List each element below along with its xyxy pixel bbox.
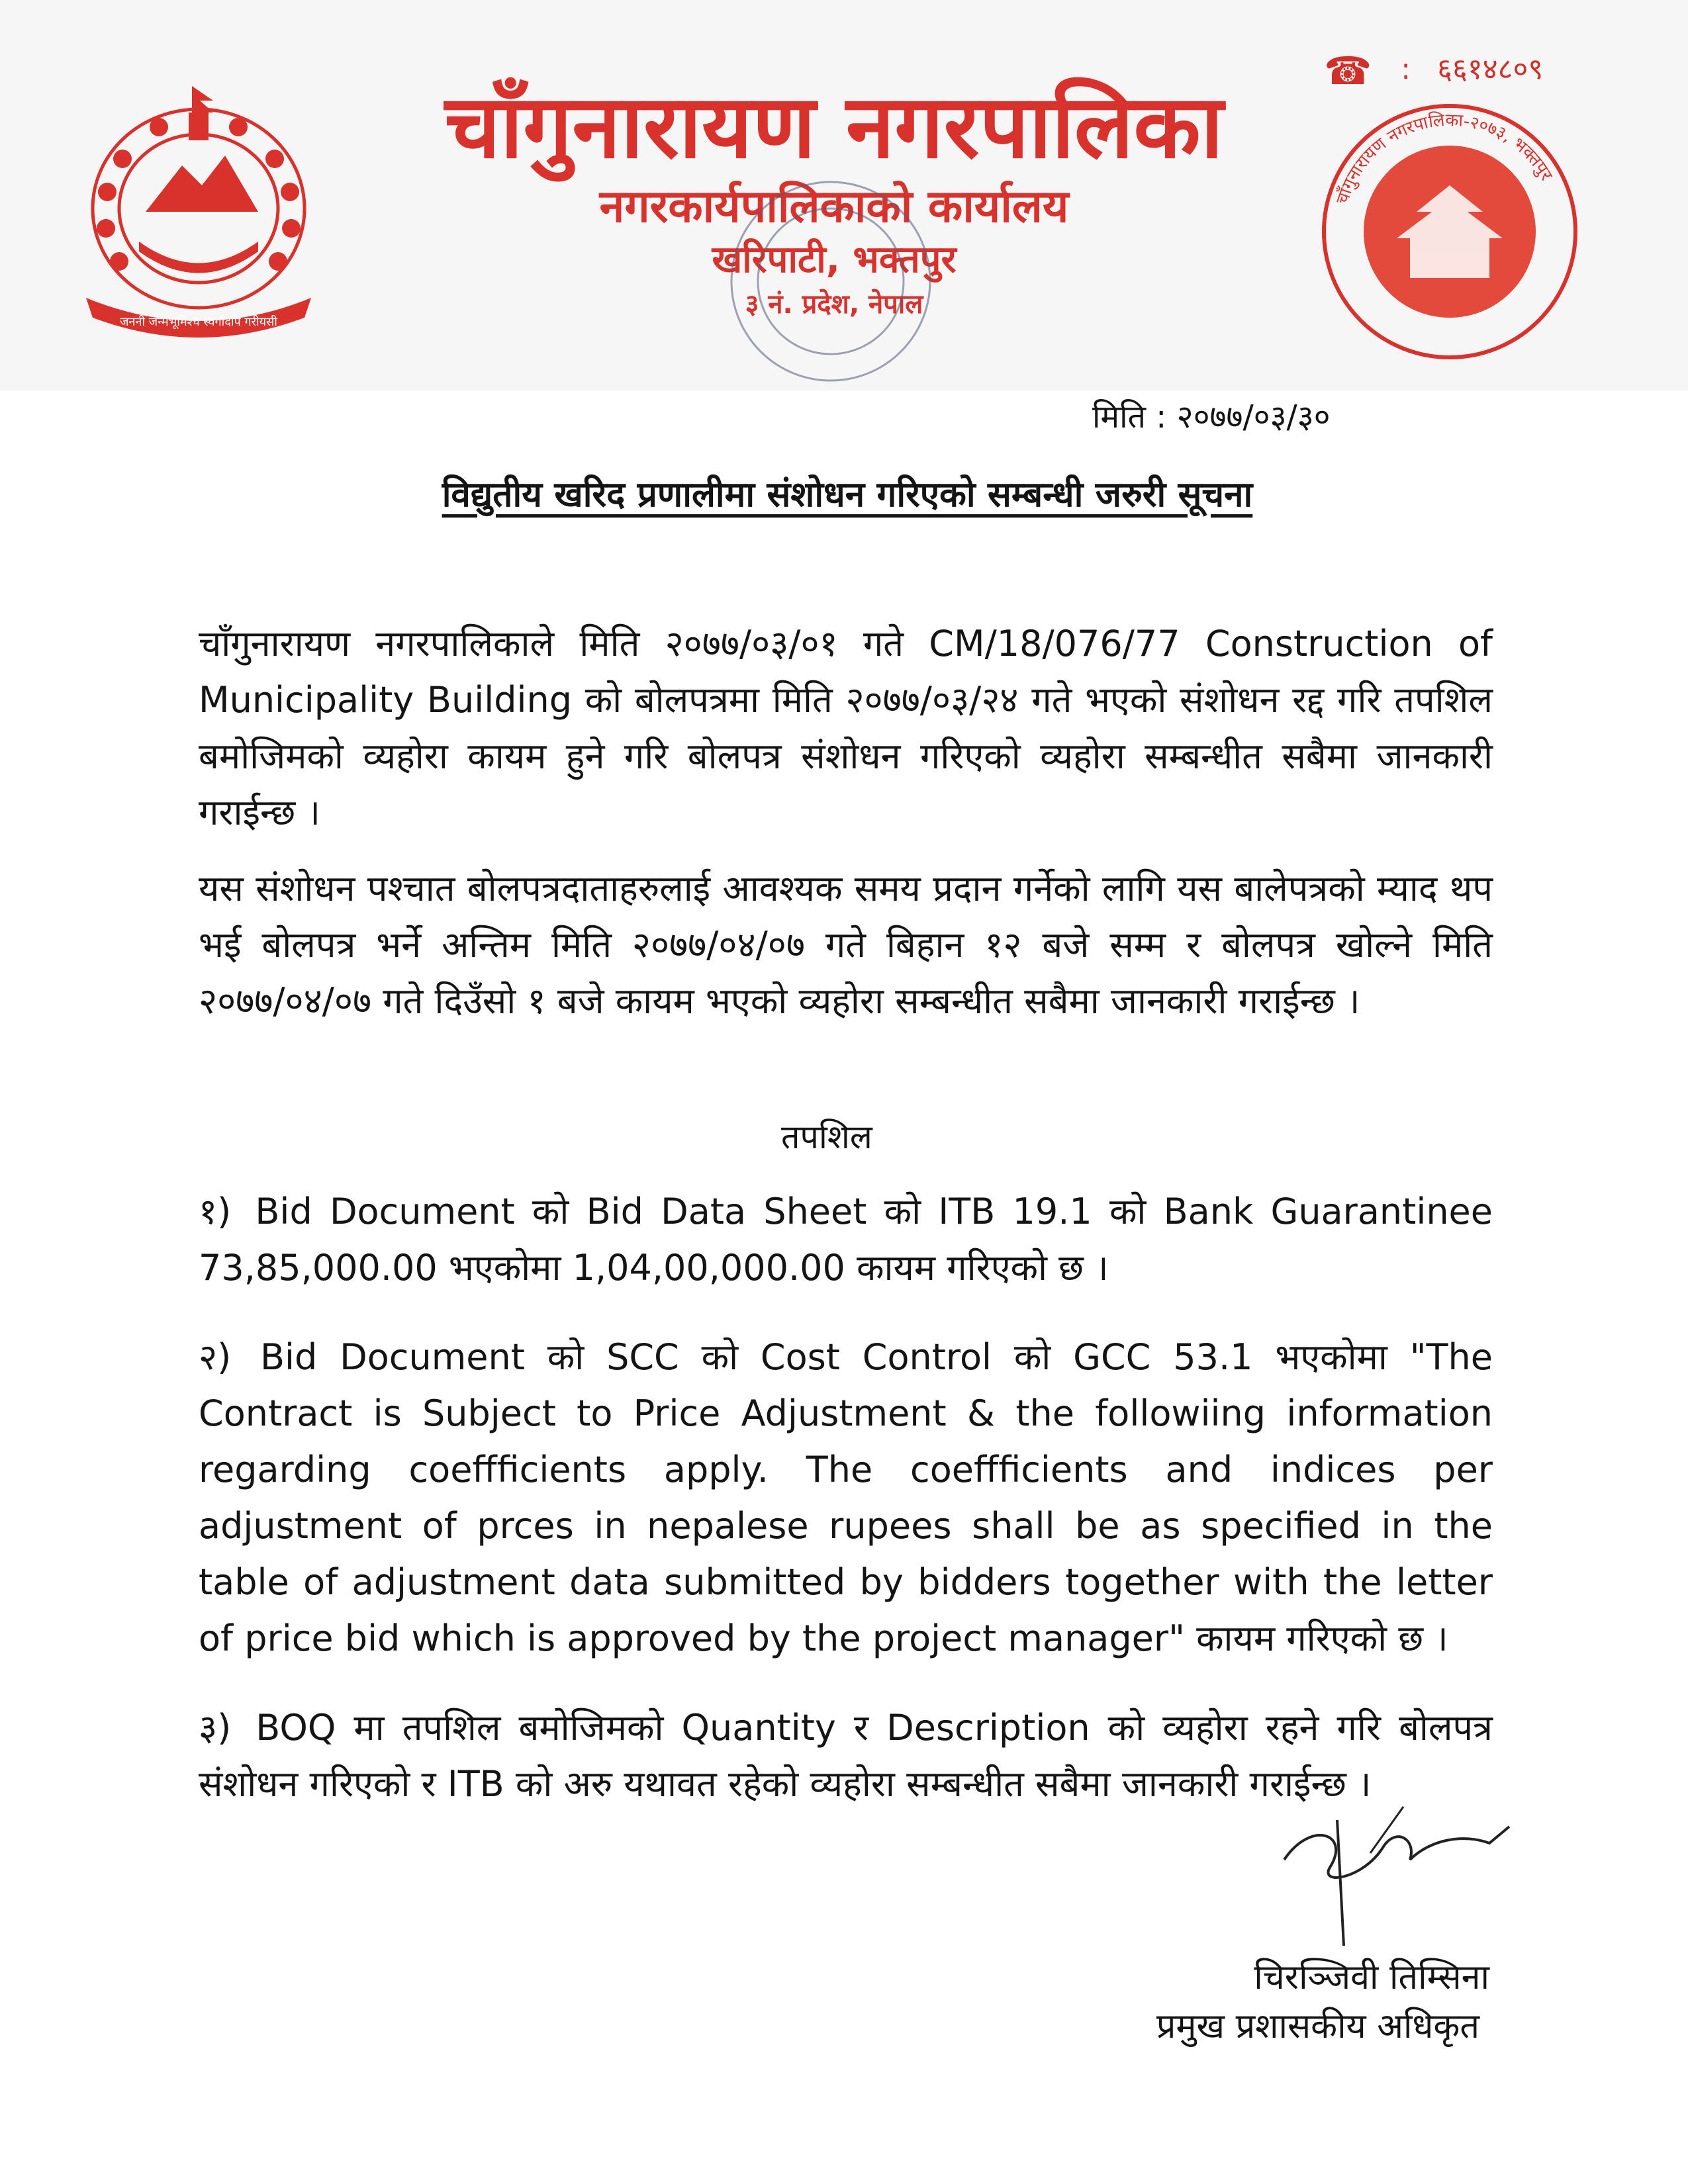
signatory-name: चिरञ्जिवी तिम्सिना	[1254, 1958, 1489, 1997]
details-subheading: तपशिल	[781, 1118, 872, 1156]
list-item	[199, 1329, 1493, 1666]
notice-title: विद्युतीय खरिद प्रणालीमा संशोधन गरिएको सम्बन्धी जरुरी सूचना	[442, 475, 1253, 515]
item-text: Bid Document को Bid Data Sheet को ITB 19.1 को Bank Guarantinee 73,85,000.00 भएकोमा 1,04,00,000.00 कायम गरिएको छ ।	[199, 1191, 1493, 1289]
paragraph-1: चाँगुनारायण नगरपालिकाले मिति २०७७/०३/०१ गते CM/18/076/77 Construction of Municipality Building को बोलपत्रमा मिति २०७७/०३/२४ गते भएको संशोधन रद्द गरि तपशिल बमोजिमको व्यहोरा कायम हुने गरि बोलपत्र संशोधन गरिएको व्यहोरा सम्बन्धीत सबैमा जानकारी गराईन्छ ।	[199, 623, 1493, 833]
letterhead	[0, 0, 1688, 390]
handwritten-signature-icon	[1271, 1780, 1523, 1952]
province-line: ३ नं. प्रदेश, नेपाल	[745, 289, 923, 320]
office-address: खरिपाटी, भक्तपुर	[712, 238, 957, 281]
item-text: BOQ मा तपशिल बमोजिमको Quantity र Description को व्यहोरा रहने गरि बोलपत्र संशोधन गरिएको र ITB को अरु यथावत रहेको व्यहोरा सम्बन्धीत सबैमा जानकारी गराईन्छ ।	[199, 1707, 1493, 1805]
item-text: Bid Document को SCC को Cost Control को GCC 53.1 भएकोमा "The Contract is Subject to Price Adjustment & the followiing information regarding coeffficients apply. The coeffficients and indices per adjustment of prces in nepalese rupees shall be as specified in the table of adjustment data submitted by bidders together with the letter of price bid which is approved by the project manager" कायम गरिएको छ ।	[199, 1336, 1493, 1659]
emblem-motto: जननी जन्मभूमिश्च स्वर्गादपि गरीयसी	[120, 315, 277, 329]
seal-text: चाँगुनारायण नगरपालिका-२०७३, भक्तपुर	[1332, 110, 1556, 207]
office-stamp-icon	[722, 172, 940, 390]
telephone-icon: ☎	[1324, 48, 1372, 93]
list-item	[199, 1183, 1493, 1296]
item-number: २)	[199, 1336, 232, 1378]
item-number: ३)	[199, 1707, 232, 1749]
org-name: चाँगुनारायण नगरपालिका	[445, 76, 1223, 178]
notice-date: मिति : २०७७/०३/३०	[1092, 398, 1331, 435]
signatory-title: प्रमुख प्रशासकीय अधिकृत	[1156, 2007, 1479, 2046]
phone-separator: :	[1401, 52, 1411, 86]
item-number: १)	[199, 1191, 232, 1232]
office-name: नगरकार्यपालिकाको कार्यालय	[599, 181, 1069, 233]
phone-number: ६६१४८०९	[1437, 52, 1544, 86]
municipality-seal-icon	[1317, 99, 1582, 364]
phone-line	[1324, 48, 1543, 94]
paragraph-2: यस संशोधन पश्चात बोलपत्रदाताहरुलाई आवश्यक समय प्रदान गर्नेको लागि यस बालेपत्रको म्याद थप भई बोलपत्र भर्ने अन्तिम मिति २०७७/०४/०७ गते बिहान १२ बजे सम्म र बोलपत्र खोल्ने मिति २०७७/०४/०७ गते दिउँसो १ बजे कायम भएको व्यहोरा सम्बन्धीत सबैमा जानकारी गराईन्छ ।	[199, 868, 1493, 1022]
nepal-emblem-icon	[60, 86, 338, 338]
